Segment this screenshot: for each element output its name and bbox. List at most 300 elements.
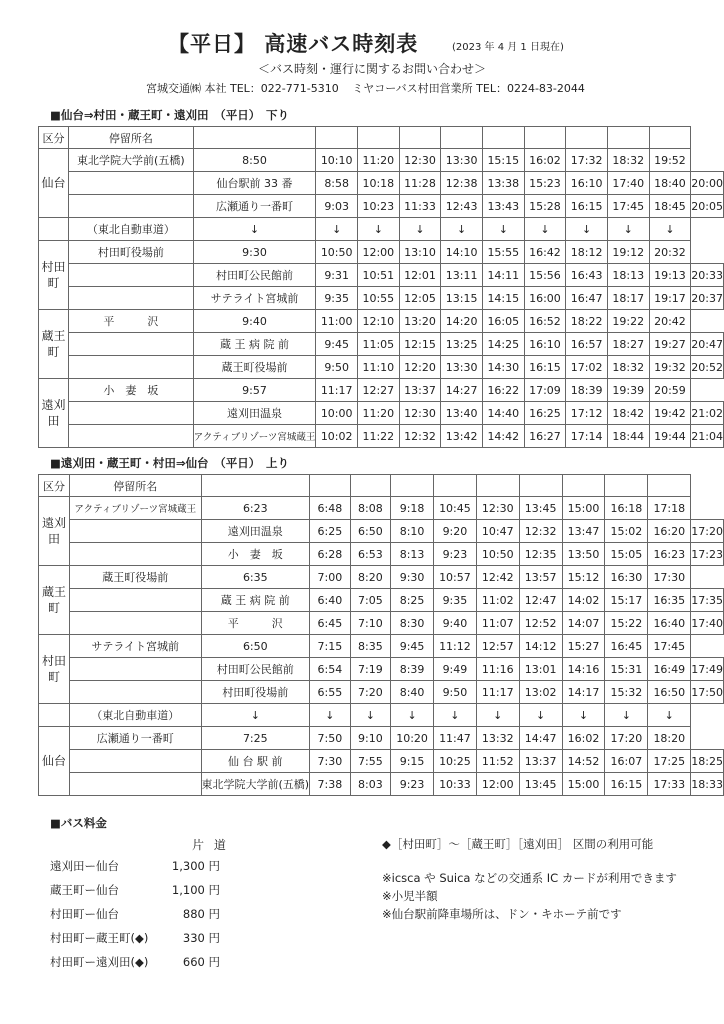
departure-time: 16:00 — [524, 287, 566, 310]
departure-time: 10:45 — [433, 497, 476, 520]
departure-time: 14:30 — [482, 356, 524, 379]
departure-time: ↓ — [399, 218, 441, 241]
page-title: 【平日】 高速バス時刻表 — [168, 32, 419, 56]
departure-time: 16:07 — [605, 750, 648, 773]
departure-time: 16:15 — [605, 773, 648, 796]
departure-time: 6:28 — [310, 543, 351, 566]
departure-time: 16:30 — [605, 566, 648, 589]
departure-time: 9:03 — [316, 195, 358, 218]
area-cell: 村田町 — [39, 241, 69, 310]
departure-time: 12:30 — [476, 497, 519, 520]
area-column-header: 区分 — [39, 475, 70, 497]
departure-time: 20:42 — [649, 310, 691, 333]
fare-route: 村田町ー仙台 — [50, 907, 119, 921]
departure-time: ↓ — [566, 218, 608, 241]
departure-time: ↓ — [350, 704, 391, 727]
departure-time: 7:25 — [201, 727, 310, 750]
stop-name: 蔵王町役場前 — [193, 356, 316, 379]
departure-time: 8:08 — [350, 497, 391, 520]
departure-time: 14:15 — [482, 287, 524, 310]
departure-time: 10:57 — [433, 566, 476, 589]
departure-time: 13:01 — [519, 658, 562, 681]
table-row — [39, 218, 724, 241]
departure-time: 8:50 — [193, 149, 316, 172]
departure-time: 13:37 — [399, 379, 441, 402]
table-row — [39, 681, 724, 704]
departure-time: 13:45 — [519, 773, 562, 796]
departure-time: 13:43 — [482, 195, 524, 218]
fare-price: 880 円 — [182, 907, 220, 921]
departure-time: 7:00 — [310, 566, 351, 589]
departure-time: 12:15 — [399, 333, 441, 356]
table-row — [39, 543, 724, 566]
stop-name: 仙台駅前 33 番 — [193, 172, 316, 195]
departure-time: 9:23 — [433, 543, 476, 566]
departure-time: 12:32 — [519, 520, 562, 543]
departure-time: 8:35 — [350, 635, 391, 658]
departure-time: 11:17 — [476, 681, 519, 704]
departure-time: ↓ — [649, 218, 691, 241]
departure-time: 17:20 — [691, 520, 724, 543]
departure-time: 16:50 — [648, 681, 691, 704]
departure-time: 9:23 — [391, 773, 434, 796]
table-row — [39, 750, 724, 773]
departure-time: 13:32 — [476, 727, 519, 750]
departure-time: 10:47 — [476, 520, 519, 543]
departure-time: 12:20 — [399, 356, 441, 379]
departure-time: 14:25 — [482, 333, 524, 356]
departure-time: 19:22 — [607, 310, 649, 333]
departure-time: 12:30 — [399, 149, 441, 172]
departure-time: 6:23 — [201, 497, 310, 520]
fare-oneway-header: 片 道 — [192, 838, 229, 852]
departure-time: 12:35 — [519, 543, 562, 566]
departure-time: 15:17 — [605, 589, 648, 612]
departure-time: 8:40 — [391, 681, 434, 704]
departure-time: 12:57 — [476, 635, 519, 658]
departure-time: 14:47 — [519, 727, 562, 750]
departure-time: 8:03 — [350, 773, 391, 796]
table-row — [39, 520, 724, 543]
departure-time: 19:12 — [607, 241, 649, 264]
departure-time: 6:53 — [350, 543, 391, 566]
departure-time: 19:52 — [649, 149, 691, 172]
departure-time: 16:40 — [648, 612, 691, 635]
departure-time: 9:40 — [193, 310, 316, 333]
departure-time: ↓ — [605, 704, 648, 727]
departure-time: 10:25 — [433, 750, 476, 773]
departure-time: 17:23 — [691, 543, 724, 566]
departure-time: 13:25 — [441, 333, 483, 356]
fare-heading: ■バス料金 — [50, 816, 107, 830]
stop-name: 小 妻 坂 — [69, 379, 194, 402]
departure-time: 17:30 — [648, 566, 691, 589]
stop-name: （東北自動車道） — [69, 218, 194, 241]
departure-time: 19:42 — [649, 402, 691, 425]
departure-time: 6:50 — [350, 520, 391, 543]
as-of-date: (2023 年 4 月 1 日現在) — [452, 42, 564, 53]
departure-time: 15:31 — [605, 658, 648, 681]
stop-name: 東北学院大学前(五橋) — [201, 773, 310, 796]
stop-name: 東北学院大学前(五橋) — [69, 149, 194, 172]
departure-time: 16:45 — [605, 635, 648, 658]
departure-time: ↓ — [441, 218, 483, 241]
departure-time: 14:17 — [562, 681, 605, 704]
departure-time: 6:35 — [201, 566, 310, 589]
departure-time: ↓ — [358, 218, 400, 241]
table-row — [39, 612, 724, 635]
stop-name: 平 沢 — [69, 310, 194, 333]
departure-time: 17:50 — [691, 681, 724, 704]
departure-time: 12:52 — [519, 612, 562, 635]
departure-time: 16:02 — [562, 727, 605, 750]
departure-time: 7:15 — [310, 635, 351, 658]
departure-time: 18:13 — [607, 264, 649, 287]
stop-column-header: 停留所名 — [69, 475, 201, 497]
departure-time: 16:02 — [524, 149, 566, 172]
departure-time: ↓ — [519, 704, 562, 727]
departure-time: 9:20 — [433, 520, 476, 543]
departure-time: 18:32 — [607, 149, 649, 172]
stop-name: 村田町役場前 — [201, 681, 310, 704]
departure-time: 19:13 — [649, 264, 691, 287]
departure-time: 16:25 — [524, 402, 566, 425]
departure-time: 14:02 — [562, 589, 605, 612]
departure-time: 16:22 — [482, 379, 524, 402]
area-cell: 蔵王町 — [39, 566, 70, 635]
departure-time: 21:02 — [691, 402, 724, 425]
departure-time: 15:05 — [605, 543, 648, 566]
departure-time: 12:30 — [399, 402, 441, 425]
departure-time: 17:25 — [648, 750, 691, 773]
stop-name: サテライト宮城前 — [193, 287, 316, 310]
departure-time: 11:07 — [476, 612, 519, 635]
departure-time: 12:05 — [399, 287, 441, 310]
departure-time: 13:02 — [519, 681, 562, 704]
up-timetable — [38, 474, 724, 796]
fare-route: 村田町ー遠刈田(◆) — [50, 955, 149, 969]
departure-time: 16:35 — [648, 589, 691, 612]
departure-time: 15:56 — [524, 264, 566, 287]
departure-time: 8:39 — [391, 658, 434, 681]
note-ic-card: ※icsca や Suica などの交通系 IC カードが利用できます — [382, 871, 677, 885]
up-section-heading: ■遠刈田・蔵王町・村田⇒仙台 （平日） 上り — [50, 456, 289, 470]
departure-time: 14:42 — [482, 425, 524, 448]
departure-time: 12:27 — [358, 379, 400, 402]
departure-time: 14:16 — [562, 658, 605, 681]
departure-time: 13:30 — [441, 356, 483, 379]
departure-time: 10:51 — [358, 264, 400, 287]
departure-time: 18:33 — [691, 773, 724, 796]
departure-time: 8:10 — [391, 520, 434, 543]
departure-time: 13:45 — [519, 497, 562, 520]
departure-time: 7:10 — [350, 612, 391, 635]
table-row — [39, 356, 724, 379]
departure-time: 17:32 — [566, 149, 608, 172]
table-row — [39, 379, 724, 402]
departure-time: 13:20 — [399, 310, 441, 333]
table-row — [39, 773, 724, 796]
down-section-heading: ■仙台⇒村田・蔵王町・遠刈田 （平日） 下り — [50, 108, 289, 122]
departure-time: 7:30 — [310, 750, 351, 773]
table-row — [39, 287, 724, 310]
departure-time: 8:20 — [350, 566, 391, 589]
stop-name: 村田町公民館前 — [193, 264, 316, 287]
departure-time: ↓ — [433, 704, 476, 727]
departure-time: 13:15 — [441, 287, 483, 310]
stop-name: 広瀬通り一番町 — [69, 727, 201, 750]
departure-time: 14:07 — [562, 612, 605, 635]
departure-time: 6:45 — [310, 612, 351, 635]
stop-name: 遠刈田温泉 — [201, 520, 310, 543]
table-row — [39, 727, 724, 750]
departure-time: 20:05 — [691, 195, 724, 218]
departure-time: 11:00 — [316, 310, 358, 333]
stop-name: サテライト宮城前 — [69, 635, 201, 658]
departure-time: 11:33 — [399, 195, 441, 218]
stop-name: 蔵 王 病 院 前 — [201, 589, 310, 612]
departure-time: 20:59 — [649, 379, 691, 402]
departure-time: 20:32 — [649, 241, 691, 264]
departure-time: 16:20 — [648, 520, 691, 543]
table-row — [39, 264, 724, 287]
departure-time: ↓ — [193, 218, 316, 241]
departure-time: 15:22 — [605, 612, 648, 635]
departure-time: 13:11 — [441, 264, 483, 287]
departure-time: 14:11 — [482, 264, 524, 287]
departure-time: 9:57 — [193, 379, 316, 402]
departure-time: 15:00 — [562, 773, 605, 796]
stop-name: （東北自動車道） — [69, 704, 201, 727]
departure-time: 8:13 — [391, 543, 434, 566]
departure-time: 14:27 — [441, 379, 483, 402]
departure-time: 13:30 — [441, 149, 483, 172]
departure-time: 17:20 — [605, 727, 648, 750]
departure-time: 11:10 — [358, 356, 400, 379]
departure-time: 19:44 — [649, 425, 691, 448]
departure-time: 10:00 — [316, 402, 358, 425]
departure-time: 18:45 — [649, 195, 691, 218]
departure-time: ↓ — [310, 704, 351, 727]
departure-time: 9:45 — [316, 333, 358, 356]
departure-time: 6:50 — [201, 635, 310, 658]
departure-time: 12:00 — [358, 241, 400, 264]
stop-name: 蔵王町役場前 — [69, 566, 201, 589]
fare-route: 蔵王町ー仙台 — [50, 883, 119, 897]
departure-time: 8:30 — [391, 612, 434, 635]
fare-route: 遠刈田ー仙台 — [50, 859, 119, 873]
departure-time: 9:50 — [433, 681, 476, 704]
departure-time: 15:55 — [482, 241, 524, 264]
departure-time: 17:45 — [648, 635, 691, 658]
departure-time: 15:15 — [482, 149, 524, 172]
departure-time: 15:00 — [562, 497, 605, 520]
departure-time: 9:30 — [193, 241, 316, 264]
departure-time: 10:50 — [316, 241, 358, 264]
departure-time: 12:00 — [476, 773, 519, 796]
departure-time: 12:01 — [399, 264, 441, 287]
departure-time: ↓ — [648, 704, 691, 727]
stop-name: 広瀬通り一番町 — [193, 195, 316, 218]
departure-time: 16:57 — [566, 333, 608, 356]
area-cell: 遠刈田 — [39, 379, 69, 448]
departure-time: 16:47 — [566, 287, 608, 310]
inquiry-label: ＜バス時刻・運行に関するお問い合わせ＞ — [258, 62, 487, 76]
departure-time: 11:52 — [476, 750, 519, 773]
departure-time: 16:05 — [482, 310, 524, 333]
departure-time: 7:05 — [350, 589, 391, 612]
stop-name: 小 妻 坂 — [201, 543, 310, 566]
departure-time: 9:40 — [433, 612, 476, 635]
departure-time: 6:54 — [310, 658, 351, 681]
section-note: ◆［村田町］～［蔵王町］［遠刈田］ 区間の利用可能 — [382, 837, 654, 851]
departure-time: 10:10 — [316, 149, 358, 172]
note-child-fare: ※小児半額 — [382, 889, 438, 903]
departure-time: 17:18 — [648, 497, 691, 520]
departure-time: 20:37 — [691, 287, 724, 310]
departure-time: 10:02 — [316, 425, 358, 448]
departure-time: 15:28 — [524, 195, 566, 218]
departure-time: 9:35 — [433, 589, 476, 612]
departure-time: 13:42 — [441, 425, 483, 448]
departure-time: 13:37 — [519, 750, 562, 773]
stop-name: 村田町役場前 — [69, 241, 194, 264]
area-cell: 村田町 — [39, 635, 70, 704]
departure-time: 11:20 — [358, 402, 400, 425]
departure-time: 18:40 — [649, 172, 691, 195]
departure-time: 13:38 — [482, 172, 524, 195]
departure-time: 9:10 — [350, 727, 391, 750]
departure-time: 17:09 — [524, 379, 566, 402]
departure-time: ↓ — [201, 704, 310, 727]
departure-time: 17:40 — [691, 612, 724, 635]
departure-time: 16:18 — [605, 497, 648, 520]
contact-head-office: 宮城交通㈱ 本社 TEL：022-771-5310 — [146, 82, 339, 95]
departure-time: 6:25 — [310, 520, 351, 543]
departure-time: 8:58 — [316, 172, 358, 195]
area-cell: 蔵王町 — [39, 310, 69, 379]
departure-time: 11:02 — [476, 589, 519, 612]
departure-time: 20:52 — [691, 356, 724, 379]
departure-time: 18:27 — [607, 333, 649, 356]
note-sendai-dropoff: ※仙台駅前降車場所は、ドン・キホーテ前です — [382, 907, 622, 921]
departure-time: 6:40 — [310, 589, 351, 612]
departure-time: 15:02 — [605, 520, 648, 543]
departure-time: 20:47 — [691, 333, 724, 356]
table-row — [39, 589, 724, 612]
departure-time: 15:23 — [524, 172, 566, 195]
departure-time: 6:55 — [310, 681, 351, 704]
departure-time: 17:45 — [607, 195, 649, 218]
departure-time: 9:15 — [391, 750, 434, 773]
departure-time: 12:10 — [358, 310, 400, 333]
departure-time: 9:30 — [391, 566, 434, 589]
departure-time: 16:27 — [524, 425, 566, 448]
departure-time: 20:33 — [691, 264, 724, 287]
departure-time: 10:33 — [433, 773, 476, 796]
departure-time: 17:33 — [648, 773, 691, 796]
table-row — [39, 704, 724, 727]
departure-time: 16:15 — [566, 195, 608, 218]
departure-time: 21:04 — [691, 425, 724, 448]
departure-time: 7:38 — [310, 773, 351, 796]
departure-time: 11:28 — [399, 172, 441, 195]
departure-time: 16:10 — [566, 172, 608, 195]
area-cell: 仙台 — [39, 727, 70, 796]
stop-name: 遠刈田温泉 — [193, 402, 316, 425]
departure-time: 11:12 — [433, 635, 476, 658]
departure-time: 12:32 — [399, 425, 441, 448]
departure-time: 7:19 — [350, 658, 391, 681]
departure-time: 18:39 — [566, 379, 608, 402]
departure-time: 10:50 — [476, 543, 519, 566]
table-row — [39, 241, 724, 264]
departure-time: 11:05 — [358, 333, 400, 356]
departure-time: 17:14 — [566, 425, 608, 448]
fare-price: 1,100 円 — [171, 883, 220, 897]
fare-price: 660 円 — [182, 955, 220, 969]
departure-time: 9:45 — [391, 635, 434, 658]
departure-time: 16:52 — [524, 310, 566, 333]
departure-time: 16:49 — [648, 658, 691, 681]
departure-time: 11:17 — [316, 379, 358, 402]
departure-time: 19:32 — [649, 356, 691, 379]
departure-time: 8:25 — [391, 589, 434, 612]
departure-time: 17:02 — [566, 356, 608, 379]
fare-price: 330 円 — [182, 931, 220, 945]
departure-time: 17:35 — [691, 589, 724, 612]
departure-time: 16:10 — [524, 333, 566, 356]
departure-time: 18:20 — [648, 727, 691, 750]
departure-time: ↓ — [524, 218, 566, 241]
departure-time: 14:10 — [441, 241, 483, 264]
area-column-header: 区分 — [39, 127, 69, 149]
departure-time: 10:20 — [391, 727, 434, 750]
table-row — [39, 566, 724, 589]
departure-time: 20:00 — [691, 172, 724, 195]
departure-time: 19:39 — [607, 379, 649, 402]
departure-time: 11:20 — [358, 149, 400, 172]
departure-time: 14:12 — [519, 635, 562, 658]
departure-time: ↓ — [607, 218, 649, 241]
stop-name: 村田町公民館前 — [201, 658, 310, 681]
departure-time: 10:55 — [358, 287, 400, 310]
fare-route: 村田町ー蔵王町(◆) — [50, 931, 149, 945]
down-timetable — [38, 126, 724, 448]
departure-time: 18:25 — [691, 750, 724, 773]
departure-time: 9:18 — [391, 497, 434, 520]
departure-time: 11:22 — [358, 425, 400, 448]
departure-time: 14:40 — [482, 402, 524, 425]
departure-time: 13:47 — [562, 520, 605, 543]
departure-time: 18:12 — [566, 241, 608, 264]
departure-time: 19:27 — [649, 333, 691, 356]
departure-time: ↓ — [476, 704, 519, 727]
departure-time: 14:20 — [441, 310, 483, 333]
departure-time: 7:55 — [350, 750, 391, 773]
departure-time: 7:20 — [350, 681, 391, 704]
departure-time: 9:49 — [433, 658, 476, 681]
departure-time: ↓ — [391, 704, 434, 727]
table-row — [39, 172, 724, 195]
departure-time: 16:23 — [648, 543, 691, 566]
stop-name: アクティブリゾーツ宮城蔵王 — [193, 425, 316, 448]
departure-time: 17:49 — [691, 658, 724, 681]
departure-time: 15:12 — [562, 566, 605, 589]
stop-name: 蔵 王 病 院 前 — [193, 333, 316, 356]
departure-time: ↓ — [482, 218, 524, 241]
departure-time: 6:48 — [310, 497, 351, 520]
